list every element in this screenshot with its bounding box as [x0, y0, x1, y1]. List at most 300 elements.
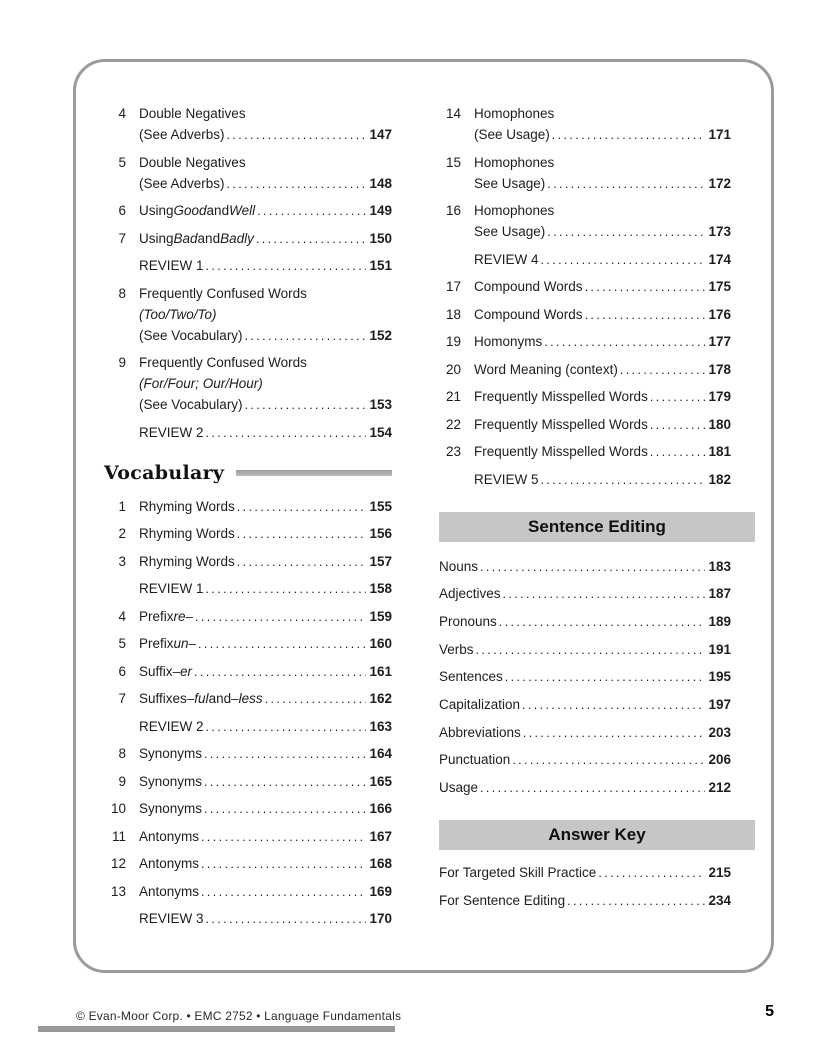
toc-entries-adverbs-continued: [104, 103, 392, 444]
entry-body: [139, 283, 392, 347]
entry-text-segment: Antonyms: [139, 856, 200, 871]
leader-dots: [204, 772, 366, 793]
entry-text-segment: Homophones: [474, 154, 555, 170]
entry-text-segment: Homophones: [474, 203, 555, 218]
entry-page-number: 203: [708, 724, 731, 740]
entry-text-segment: Using: [139, 203, 174, 218]
toc-entry: [104, 798, 392, 820]
entry-body: [139, 826, 392, 848]
entry-line: [139, 798, 392, 820]
leader-dots: [567, 891, 705, 912]
entry-body: [474, 200, 731, 243]
entry-line: [139, 228, 392, 250]
entry-number: 2: [118, 526, 126, 541]
leader-dots: [245, 326, 367, 347]
leader-dots: [620, 360, 706, 381]
leader-dots: [245, 395, 367, 416]
leader-dots: [585, 277, 706, 298]
entry-page-number: 168: [369, 856, 392, 871]
answer-key-banner: Answer Key: [439, 820, 755, 850]
toc-entry: [439, 749, 731, 771]
entry-line: [139, 352, 392, 373]
entry-page-number: 170: [369, 911, 392, 926]
entry-line: [474, 124, 731, 146]
leader-dots: [522, 695, 705, 716]
entry-line: [439, 639, 731, 661]
entry-body: [439, 556, 731, 578]
entry-body: [139, 578, 392, 600]
entry-text-segment: –less: [231, 691, 263, 706]
entry-body: [439, 639, 731, 661]
entry-text-segment: For Sentence Editing: [439, 892, 566, 908]
entry-number: 17: [445, 279, 461, 294]
entry-text-segment: Nouns: [439, 558, 479, 574]
leader-dots: [512, 750, 705, 771]
page-number: 5: [765, 1003, 774, 1020]
entry-page-number: 172: [708, 175, 731, 191]
entry-number: 11: [111, 828, 126, 844]
toc-entry: [439, 249, 731, 271]
entry-number: 9: [118, 773, 126, 789]
entry-page-number: 153: [369, 397, 392, 412]
entry-page-number: 159: [369, 608, 392, 624]
entry-body: [139, 881, 392, 903]
toc-entry: [439, 556, 731, 578]
entry-line: [139, 661, 392, 683]
toc-entry: [104, 103, 392, 146]
entry-body: [139, 255, 392, 277]
entry-body: [139, 228, 392, 250]
entry-text-segment: REVIEW 5: [474, 471, 539, 487]
entry-body: [139, 798, 392, 820]
entry-number: 23: [445, 444, 461, 459]
entry-body: [139, 523, 392, 545]
entry-text-segment: Good: [173, 203, 207, 218]
entry-number: 13: [110, 883, 126, 899]
toc-entries-sentence-editing: [439, 556, 755, 800]
leader-dots: [541, 250, 706, 271]
entry-line: [439, 722, 731, 744]
toc-entry: [439, 583, 731, 605]
entry-page-number: 164: [369, 746, 392, 761]
entry-body: [439, 583, 731, 605]
entry-page-number: 187: [708, 586, 731, 602]
leader-dots: [480, 557, 705, 578]
leader-dots: [194, 662, 366, 683]
entry-text-segment: (See Adverbs): [139, 175, 225, 191]
entry-line: [139, 103, 392, 124]
entry-page-number: 169: [369, 883, 392, 899]
entry-line: [139, 422, 392, 444]
entry-text-segment: Verbs: [439, 641, 474, 657]
entry-line: [139, 606, 392, 628]
vocabulary-section-heading: [104, 460, 392, 486]
entry-line: [139, 688, 392, 710]
entry-text-segment: Compound Words: [474, 306, 583, 322]
entry-page-number: 160: [369, 636, 392, 651]
toc-entry: [104, 152, 392, 195]
entry-line: [139, 853, 392, 875]
entry-text-segment: Synonyms: [139, 746, 203, 761]
entry-page-number: 155: [369, 498, 392, 514]
leader-dots: [237, 497, 367, 518]
entry-text-segment: REVIEW 2: [139, 718, 204, 734]
entry-number: 21: [445, 389, 461, 404]
entry-number: 5: [118, 154, 126, 170]
entry-line: [474, 304, 731, 326]
toc-entry: [439, 777, 731, 799]
entry-text-segment: Prefix: [139, 636, 174, 651]
entry-body: [139, 743, 392, 765]
leader-dots: [541, 470, 706, 491]
leader-dots: [237, 524, 367, 545]
toc-left-column: [104, 103, 392, 936]
entry-line: [474, 386, 731, 408]
entry-body: [139, 103, 392, 146]
entry-text-segment: (See Vocabulary): [139, 327, 243, 343]
leader-dots: [505, 667, 706, 688]
entry-page-number: 161: [369, 663, 392, 679]
toc-entry: [104, 200, 392, 222]
entry-line: [139, 881, 392, 903]
toc-entries-vocabulary-continued: [439, 103, 755, 491]
toc-entries-vocabulary: [104, 496, 392, 931]
toc-entry: [104, 352, 392, 416]
entry-text-segment: Rhyming Words: [139, 498, 235, 514]
entry-body: [139, 352, 392, 416]
entry-page-number: 191: [708, 641, 731, 657]
toc-entry: [104, 228, 392, 250]
entry-line: [439, 666, 731, 688]
toc-entry: [439, 666, 731, 688]
leader-dots: [523, 723, 706, 744]
entry-page-number: 195: [708, 669, 731, 685]
toc-entry: [439, 441, 731, 463]
entry-line: [439, 890, 731, 912]
entry-number: 4: [118, 106, 126, 121]
toc-entry: [439, 331, 731, 353]
entry-body: [139, 716, 392, 738]
toc-entry: [439, 386, 731, 408]
leader-dots: [547, 174, 705, 195]
leader-dots: [544, 332, 705, 353]
entry-page-number: 157: [369, 553, 392, 569]
entry-line: [139, 826, 392, 848]
leader-dots: [201, 882, 366, 903]
entry-page-number: 150: [369, 230, 392, 246]
leader-dots: [204, 799, 366, 820]
toc-entry: [104, 496, 392, 518]
leader-dots: [195, 607, 366, 628]
entry-body: [474, 331, 731, 353]
entry-text-segment: (Too/Two/To): [139, 306, 217, 322]
toc-entry: [439, 862, 731, 884]
entry-page-number: 151: [369, 258, 392, 273]
toc-entry: [104, 578, 392, 600]
entry-page-number: 197: [708, 696, 731, 712]
entry-text-segment: REVIEW 3: [139, 911, 204, 926]
entry-text-segment: Compound Words: [474, 279, 583, 294]
entry-body: [474, 386, 731, 408]
toc-entry: [104, 606, 392, 628]
entry-body: [439, 666, 731, 688]
entry-text-segment: Pronouns: [439, 613, 497, 629]
entry-number: 7: [118, 230, 126, 246]
leader-dots: [237, 552, 367, 573]
toc-right-column: [439, 103, 755, 917]
leader-dots: [499, 612, 706, 633]
vocabulary-heading-label: Vocabulary: [104, 461, 225, 484]
entry-line: [139, 716, 392, 738]
toc-entry: [439, 722, 731, 744]
entry-line: [474, 331, 731, 353]
entry-line: [139, 152, 392, 173]
entry-text-segment: Frequently Misspelled Words: [474, 444, 648, 459]
page-border-frame: [73, 59, 774, 973]
entry-body: [439, 722, 731, 744]
entry-number: 19: [445, 334, 461, 349]
leader-dots: [650, 387, 706, 408]
toc-entry: [104, 881, 392, 903]
entry-body: [139, 422, 392, 444]
entry-number: 4: [118, 608, 126, 624]
entry-line: [139, 255, 392, 277]
entry-text-segment: re–: [173, 608, 194, 624]
entry-line: [139, 743, 392, 765]
entry-page-number: 212: [708, 780, 731, 795]
entry-number: 14: [445, 106, 461, 121]
toc-entry: [439, 103, 731, 146]
entry-line: [139, 551, 392, 573]
entry-number: 20: [445, 361, 461, 377]
sentence-editing-banner: Sentence Editing: [439, 512, 755, 542]
toc-entry: [104, 633, 392, 655]
entry-body: [139, 152, 392, 195]
entry-text-segment: REVIEW 2: [139, 424, 204, 440]
entry-text-segment: and: [197, 230, 221, 246]
entry-page-number: 162: [369, 691, 392, 706]
entry-number: 16: [445, 203, 461, 218]
entry-text-segment: Frequently Confused Words: [139, 285, 307, 301]
footer-credit: © Evan-Moor Corp. • EMC 2752 • Language Fundamentals: [76, 1009, 402, 1023]
toc-entry: [439, 200, 731, 243]
entry-page-number: 163: [369, 718, 392, 734]
entry-body: [474, 414, 731, 436]
entry-number: 9: [118, 355, 126, 370]
toc-entry: [439, 304, 731, 326]
entry-number: 5: [118, 636, 126, 651]
leader-dots: [552, 125, 706, 146]
entry-line: [439, 777, 731, 799]
entry-line: [139, 325, 392, 347]
footer-rule: [38, 1026, 395, 1032]
entry-text-segment: Antonyms: [139, 883, 200, 899]
leader-dots: [206, 423, 367, 444]
entry-text-segment: Frequently Confused Words: [139, 355, 307, 370]
entry-body: [139, 200, 392, 222]
entry-page-number: 180: [708, 416, 731, 432]
entry-line: [439, 611, 731, 633]
entry-text-segment: (See Adverbs): [139, 127, 225, 142]
entry-page-number: 189: [708, 613, 731, 629]
entry-body: [474, 359, 731, 381]
entry-text-segment: Double Negatives: [139, 154, 246, 170]
entry-text-segment: and: [208, 691, 232, 706]
entry-text-segment: Homonyms: [474, 334, 543, 349]
toc-entry: [104, 283, 392, 347]
entry-line: [474, 469, 731, 491]
entry-text-segment: Usage: [439, 780, 479, 795]
entry-page-number: 152: [369, 327, 392, 343]
entry-body: [139, 908, 392, 930]
leader-dots: [198, 634, 366, 655]
entry-number: 8: [118, 746, 126, 761]
entry-text-segment: Sentences: [439, 669, 503, 685]
entry-page-number: 166: [369, 801, 392, 816]
toc-entry: [104, 853, 392, 875]
entry-text-segment: REVIEW 1: [139, 258, 204, 273]
toc-entry: [104, 688, 392, 710]
entry-text-segment: Suffixes: [139, 691, 187, 706]
leader-dots: [227, 125, 367, 146]
toc-entry: [439, 469, 731, 491]
entry-body: [139, 606, 392, 628]
entry-number: 22: [445, 416, 461, 432]
toc-entry: [439, 611, 731, 633]
leader-dots: [585, 305, 706, 326]
entry-line: [139, 304, 392, 325]
leader-dots: [476, 640, 706, 661]
entry-line: [139, 633, 392, 655]
entry-line: [439, 862, 731, 884]
leader-dots: [206, 579, 367, 600]
entry-body: [139, 496, 392, 518]
entry-page-number: 178: [708, 361, 731, 377]
leader-dots: [480, 778, 705, 799]
entry-body: [474, 152, 731, 195]
leader-dots: [598, 863, 705, 884]
leader-dots: [257, 201, 366, 222]
entry-text-segment: Homophones: [474, 106, 555, 121]
leader-dots: [206, 717, 367, 738]
toc-entry: [439, 276, 731, 298]
entry-number: 12: [110, 856, 126, 871]
entry-number: 3: [118, 553, 126, 569]
entry-line: [439, 583, 731, 605]
entry-text-segment: Adjectives: [439, 586, 501, 602]
entry-line: [474, 359, 731, 381]
toc-entry: [104, 771, 392, 793]
entry-line: [139, 771, 392, 793]
entry-number: 6: [118, 203, 126, 218]
entry-line: [474, 200, 731, 221]
entry-page-number: 179: [708, 389, 731, 404]
entry-text-segment: Bad: [173, 230, 198, 246]
toc-entry: [104, 422, 392, 444]
entry-line: [139, 173, 392, 195]
entry-page-number: 156: [369, 526, 392, 541]
entry-number: 6: [118, 663, 126, 679]
entry-line: [474, 441, 731, 463]
entry-page-number: 174: [708, 251, 731, 267]
toc-entry: [439, 359, 731, 381]
entry-line: [139, 394, 392, 416]
entry-line: [139, 496, 392, 518]
toc-entry: [104, 661, 392, 683]
entry-text-segment: (See Usage): [474, 127, 550, 142]
entry-page-number: 171: [708, 127, 731, 142]
entry-page-number: 173: [708, 224, 731, 239]
entry-page-number: 234: [708, 892, 731, 908]
entry-text-segment: Double Negatives: [139, 106, 246, 121]
entry-text-segment: Frequently Misspelled Words: [474, 389, 648, 404]
entry-text-segment: Antonyms: [139, 828, 200, 844]
entry-line: [439, 694, 731, 716]
entry-text-segment: Badly: [220, 230, 254, 246]
entry-text-segment: –er: [172, 663, 193, 679]
entry-page-number: 154: [369, 424, 392, 440]
entry-body: [139, 633, 392, 655]
leader-dots: [206, 909, 367, 930]
entry-line: [474, 103, 731, 124]
entry-text-segment: Punctuation: [439, 752, 511, 768]
entry-number: 15: [445, 154, 461, 170]
entry-body: [439, 890, 731, 912]
entry-line: [139, 908, 392, 930]
toc-entries-answer-key: [439, 862, 755, 912]
toc-entry: [104, 743, 392, 765]
entry-body: [474, 103, 731, 146]
entry-page-number: 165: [369, 773, 392, 789]
entry-text-segment: (For/Four; Our/Hour): [139, 376, 263, 391]
entry-body: [139, 551, 392, 573]
leader-dots: [201, 827, 366, 848]
toc-entry: [439, 639, 731, 661]
toc-entry: [104, 523, 392, 545]
entry-line: [139, 200, 392, 222]
toc-entry: [439, 694, 731, 716]
entry-page-number: 181: [708, 444, 731, 459]
entry-line: [474, 152, 731, 173]
entry-body: [139, 771, 392, 793]
entry-number: 7: [118, 691, 126, 706]
leader-dots: [204, 744, 366, 765]
entry-line: [139, 124, 392, 146]
entry-text-segment: For Targeted Skill Practice: [439, 865, 597, 880]
entry-text-segment: –ful: [186, 691, 209, 706]
entry-body: [139, 688, 392, 710]
entry-line: [474, 414, 731, 436]
entry-text-segment: Synonyms: [139, 773, 203, 789]
leader-dots: [503, 584, 706, 605]
entry-body: [139, 853, 392, 875]
entry-page-number: 215: [708, 865, 731, 880]
entry-text-segment: Well: [229, 203, 256, 218]
entry-text-segment: Prefix: [139, 608, 174, 624]
entry-text-segment: (See Vocabulary): [139, 397, 243, 412]
entry-body: [474, 276, 731, 298]
entry-text-segment: and: [206, 203, 230, 218]
entry-body: [439, 777, 731, 799]
entry-body: [474, 441, 731, 463]
toc-entry: [104, 908, 392, 930]
leader-dots: [650, 442, 706, 463]
entry-text-segment: REVIEW 4: [474, 251, 539, 267]
entry-text-segment: Using: [139, 230, 174, 246]
entry-text-segment: Word Meaning (context): [474, 361, 618, 377]
entry-line: [474, 173, 731, 195]
entry-number: 18: [445, 306, 461, 322]
